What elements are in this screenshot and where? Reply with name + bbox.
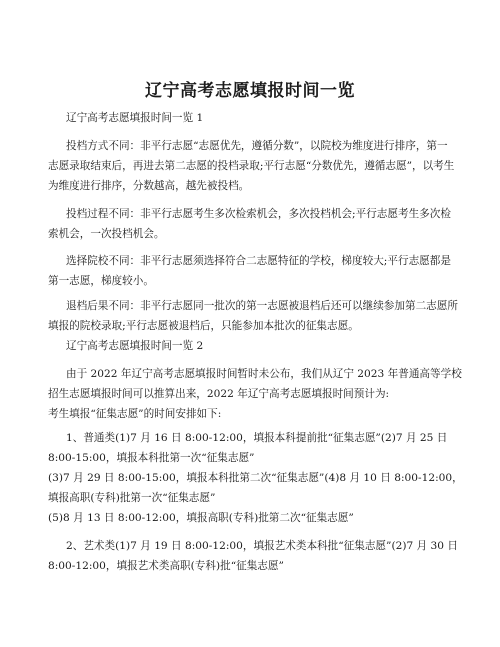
section-1-heading: 辽宁高考志愿填报时间一览 1 [66, 112, 204, 124]
section-2-heading: 辽宁高考志愿填报时间一览 2 [66, 340, 204, 352]
paragraph-rejection-consequence: 退档后果不同：非平行志愿同一批次的第一志愿被退档后还可以继续参加第二志愿所填报的院校录取;平行志愿被退档后，只能参加本批次的征集志愿。 [48, 300, 458, 332]
paragraph-art-category: 2、艺术类(1)7 月 19 日 8:00-12:00，填报艺术类本科批“征集志愿”(2)7 月 30 日 8:00-12:00，填报艺术类高职(专科)批“征集志愿” [48, 540, 458, 572]
paragraph-school-selection: 选择院校不同：非平行志愿须选择符合二志愿特征的学校，梯度较大;平行志愿都是第一志愿，梯度较小。 [48, 255, 451, 287]
paragraph-submission-process: 投档过程不同：非平行志愿考生多次检索机会，多次投档机会;平行志愿考生多次检索机会，一次投档机会。 [48, 208, 451, 240]
paragraph-general-category: 1、普通类(1)7 月 16 日 8:00-12:00，填报本科提前批“征集志愿”(2)7 月 25 日 8:00-15:00，填报本科批第一次“征集志愿” (3)7 月 29 日 8:00-15:00，填报本科批第二次“征集志愿”(4)8 月 10 日 8:00-12:00， 填报高职(专科)批第一次“征集志愿” (5)8 月 13 日 8:00-12:00，填报高职(专科)批第二次“征集志愿” [48, 432, 463, 524]
page-title: 辽宁高考志愿填报时间一览 [145, 81, 355, 101]
paragraph-submission-method: 投档方式不同：非平行志愿“志愿优先，遵循分数”，以院校为维度进行排序，第一志愿录取结束后，再进去第二志愿的投档录取;平行志愿“分数优先，遵循志愿”，以考生为维度进行排序，分数越高，越先被投档。 [48, 140, 455, 192]
paragraph-schedule-intro: 由于 2022 年辽宁高考志愿填报时间暂时未公布，我们从辽宁 2023 年普通高等学校 招生志愿填报时间可以推算出来，2022 年辽宁高考志愿填报时间预计为: 考生填报“征集志愿”的时间安排如下: [48, 368, 462, 420]
